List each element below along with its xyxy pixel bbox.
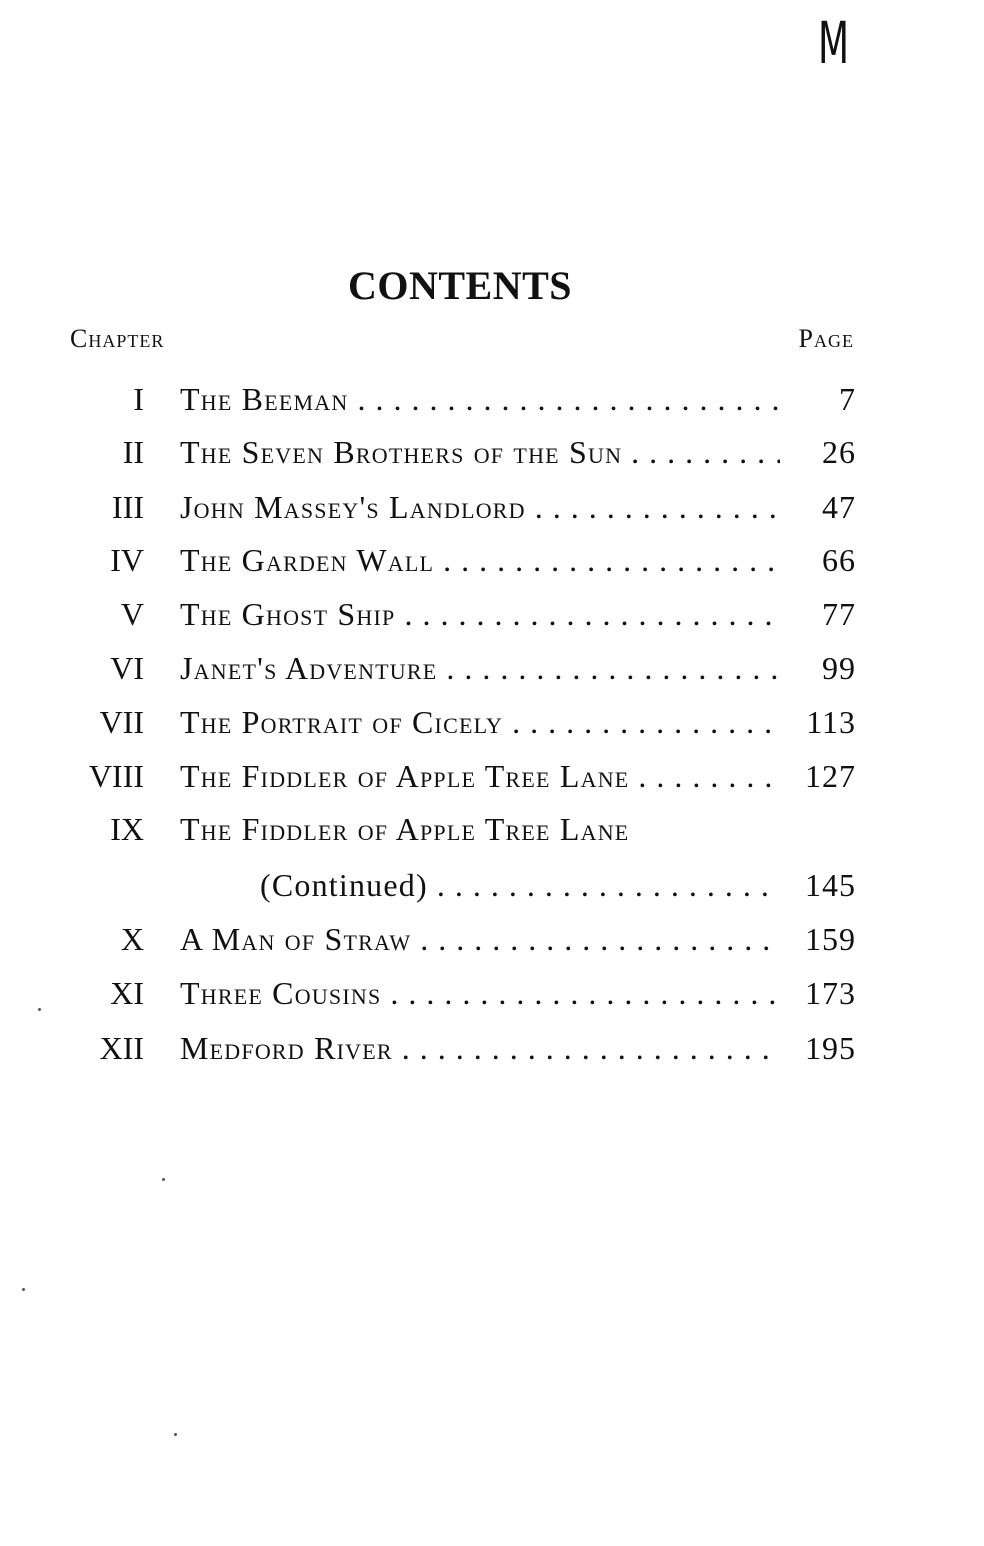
chapter-number: IV	[110, 542, 144, 578]
toc-row	[0, 1025, 984, 1071]
chapter-title: The Portrait of Cicely . . .	[180, 699, 780, 745]
page-number: 145	[805, 867, 856, 903]
chapter-number: V	[120, 596, 144, 632]
page-number: 113	[806, 704, 856, 740]
toc-row-continued	[0, 862, 984, 908]
chapter-number: II	[122, 434, 144, 470]
chapter-number: XII	[99, 1030, 144, 1066]
scan-speck	[38, 1008, 41, 1011]
toc-row	[0, 916, 984, 962]
toc-row	[0, 537, 984, 583]
chapter-title-continued: (Continued) . . .	[260, 862, 780, 908]
chapter-column-header: Chapter	[70, 324, 165, 353]
chapter-title: The Fiddler of Apple Tree Lane . . .	[180, 753, 780, 799]
chapter-number: I	[133, 381, 144, 417]
toc-row	[0, 484, 984, 530]
page-number: 159	[805, 921, 856, 957]
scan-speck	[162, 1178, 165, 1181]
chapter-number: VI	[110, 650, 144, 686]
chapter-number: X	[120, 921, 144, 957]
toc-row	[0, 591, 984, 637]
page-number: 66	[822, 542, 856, 578]
chapter-title: The Fiddler of Apple Tree Lane	[180, 811, 630, 847]
chapter-number: IX	[110, 811, 144, 847]
chapter-title: The Seven Brothers of the Sun . . .	[180, 429, 780, 475]
toc-row	[0, 970, 984, 1016]
toc-row	[0, 429, 984, 475]
chapter-title: John Massey's Landlord . . .	[180, 484, 780, 530]
page-column-header: Page	[798, 324, 854, 353]
toc-row	[0, 753, 984, 799]
toc-row	[0, 645, 984, 691]
chapter-title: Janet's Adventure . . .	[180, 645, 780, 691]
chapter-title: The Beeman . . .	[180, 376, 780, 422]
chapter-number: III	[112, 489, 144, 525]
toc-row	[0, 376, 984, 422]
chapter-title: The Ghost Ship . . .	[180, 591, 780, 637]
page-number: 47	[822, 489, 856, 525]
page-number: 99	[822, 650, 856, 686]
chapter-title: Three Cousins . . .	[180, 970, 780, 1016]
handwritten-mark: M	[818, 9, 850, 77]
page-title: CONTENTS	[347, 263, 573, 308]
scan-speck	[174, 1433, 177, 1436]
page-number: 127	[805, 758, 856, 794]
page-number: 195	[805, 1030, 856, 1066]
toc-row	[0, 699, 984, 745]
chapter-number: VIII	[88, 758, 144, 794]
chapter-number: XI	[110, 975, 144, 1011]
scan-speck	[22, 1288, 25, 1291]
toc-row	[0, 806, 984, 852]
chapter-title: A Man of Straw . . .	[180, 916, 780, 962]
page-number: 7	[839, 381, 856, 417]
chapter-title: Medford River . . .	[180, 1025, 780, 1071]
page-number: 77	[822, 596, 856, 632]
chapter-number: VII	[99, 704, 144, 740]
chapter-title: The Garden Wall . . .	[180, 537, 780, 583]
page-number: 26	[822, 434, 856, 470]
page-number: 173	[805, 975, 856, 1011]
